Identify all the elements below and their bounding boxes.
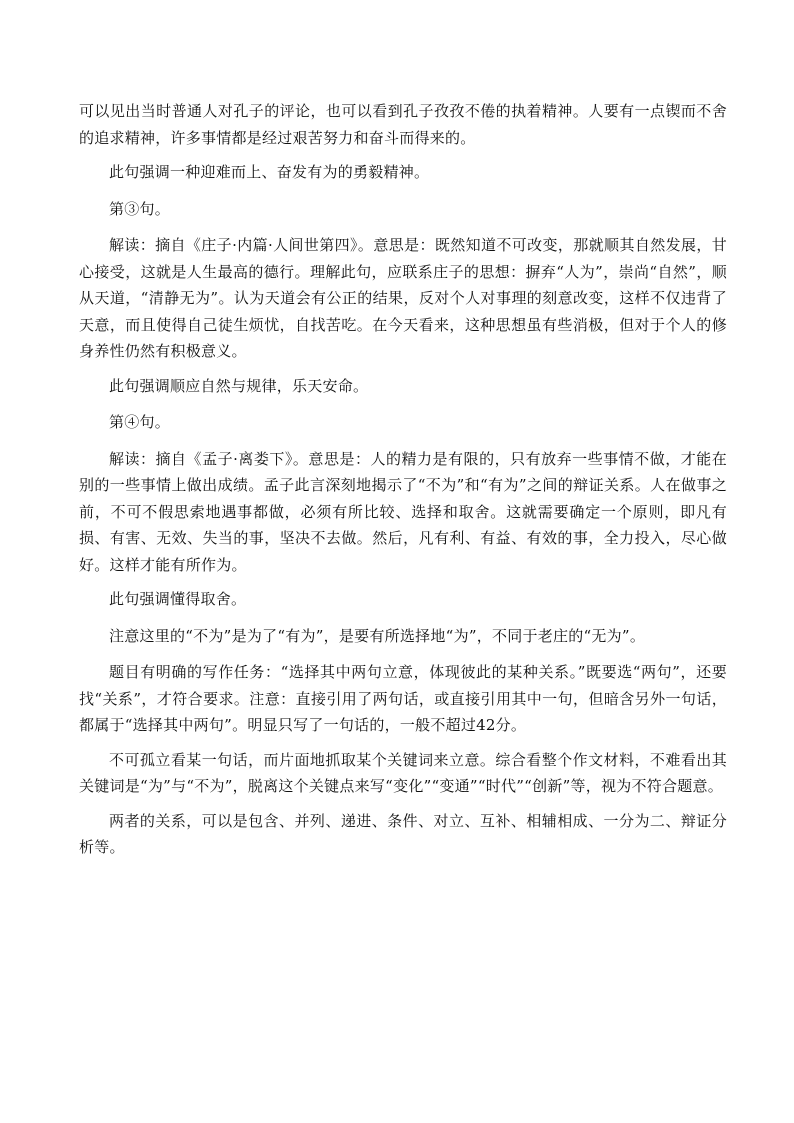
paragraph-continuation: 可以见出当时普通人对孔子的评论，也可以看到孔子孜孜不倦的执着精神。人要有一点锲而不舍的追求精神，许多事情都是经过艰苦努力和奋斗而得来的。 (79, 102, 727, 147)
paragraph-sentence-4-heading: 第④句。 (109, 413, 171, 431)
document-page (79, 98, 727, 869)
paragraph-note: 注意这里的“不为”是为了“有为”，是要有所选择地“为”，不同于老庄的“无为”。 (109, 626, 646, 645)
paragraph-relationship-types: 两者的关系，可以是包含、并列、递进、条件、对立、互补、相辅相成、一分为二、辩证分析等。 (79, 811, 727, 856)
paragraph-task-requirement: 题目有明确的写作任务：“选择其中两句立意，体现彼此的某种关系。”既要选“两句”，还要找“关系”，才符合要求。注意：直接引用了两句话，或直接引用其中一句，但暗含另外一句话，都属于“选择其中两句”。明显只写了一句话的，一般不超过42分。 (79, 663, 727, 734)
paragraph-emphasis-1: 此句强调一种迎难而上、奋发有为的勇毅精神。 (109, 163, 430, 181)
paragraph-sentence-3-interpretation: 解读：摘自《庄子·内篇·人间世第四》。意思是：既然知道不可改变，那就顺其自然发展，甘心接受，这就是人生最高的德行。理解此句，应联系庄子的思想：摒弃“人为”，崇尚“自然”，顺从天道，“清静无为”。认为天道会有公正的结果，反对个人对事理的刻意改变，这样不仅违背了天意，而且使得自己徒生烦忧，自找苦吃。在今天看来，这种思想虽有些消极，但对于个人的修身养性仍然有积极意义。 (79, 236, 727, 360)
paragraph-emphasis-4: 此句强调懂得取舍。 (109, 590, 247, 608)
paragraph-emphasis-3: 此句强调顺应自然与规律，乐天安命。 (109, 376, 369, 395)
paragraph-sentence-4-interpretation: 解读：摘自《孟子·离娄下》。意思是：人的精力是有限的，只有放弃一些事情不做，才能在别的一些事情上做出成绩。孟子此言深刻地揭示了“不为”和“有为”之间的辩证关系。人在做事之前，不可不假思索地遇事都做，必须有所比较、选择和取舍。这就需要确定一个原则，即凡有损、有害、无效、失当的事，坚决不去做。然后，凡有利、有益、有效的事，全力投入，尽心做好。这样才能有所作为。 (79, 449, 727, 574)
paragraph-sentence-3-heading: 第③句。 (109, 199, 171, 218)
paragraph-keyword-guidance: 不可孤立看某一句话，而片面地抓取某个关键词来立意。综合看整个作文材料，不难看出其关键词是“为”与“不为”，脱离这个关键点来写“变化”“变通”“时代”“创新”等，视为不符合题意。 (79, 750, 727, 795)
